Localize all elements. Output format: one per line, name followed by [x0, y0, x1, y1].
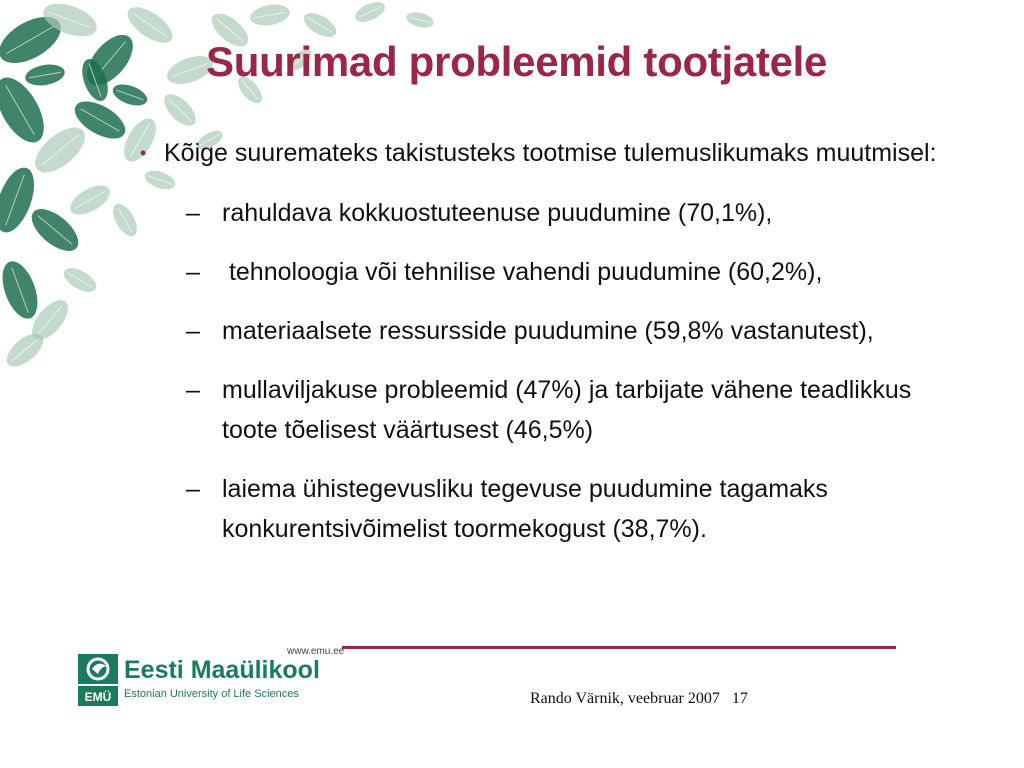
logo-subtitle: Estonian University of Life Sciences: [124, 688, 299, 700]
sub-bullet-text: mullaviljakuse probleemid (47%) ja tarbijate vähene teadlikkus toote tõelisest väärtusest (46,5%): [222, 376, 919, 444]
sub-bullet-text: materiaalsete ressursside puudumine (59,8% vastanutest),: [222, 317, 874, 345]
bullet-icon: •: [140, 143, 147, 163]
sub-bullet-text: rahuldava kokkuostuteenuse puudumine (70,1%),: [222, 199, 773, 227]
university-logo: [78, 646, 358, 708]
sub-bullet-list: [140, 193, 940, 549]
sub-bullet-item: [140, 370, 932, 450]
dash-icon: –: [186, 258, 200, 286]
sub-bullet-item: [140, 469, 932, 549]
main-bullet-text: Kõige suuremateks takistusteks tootmise tulemuslikumaks muutmisel:: [164, 139, 937, 167]
slide-content: [140, 135, 940, 568]
sub-bullet-item: [140, 193, 932, 233]
emu-logo-icon: [78, 654, 118, 706]
footer-author-date: Rando Värnik, veebruar 2007: [530, 690, 720, 707]
sub-bullet-item: [140, 252, 932, 292]
slide-title: Suurimad probleemid tootjatele: [206, 38, 828, 85]
sub-bullet-item: [140, 311, 932, 351]
logo-name: Eesti Maaülikool: [124, 656, 320, 684]
dash-icon: –: [186, 317, 200, 345]
page-number: 17: [731, 690, 748, 707]
dash-icon: –: [186, 199, 200, 227]
leaf-shape: [0, 257, 44, 324]
leaf-shape: [352, 0, 388, 26]
slide-footer: [530, 690, 748, 708]
sub-bullet-text: tehnoloogia või tehnilise vahendi puudumine (60,2%),: [222, 258, 823, 286]
dash-icon: –: [186, 475, 200, 503]
logo-url: www.emu.ee: [287, 646, 345, 657]
footer-divider: [342, 646, 896, 649]
main-bullet: [140, 135, 940, 171]
logo-mark-text: EMÜ: [84, 690, 112, 704]
dash-icon: –: [186, 376, 200, 404]
sub-bullet-text: laiema ühistegevusliku tegevuse puudumine tagamaks konkurentsivõimelist toormekogust (38,7%).: [222, 475, 835, 543]
